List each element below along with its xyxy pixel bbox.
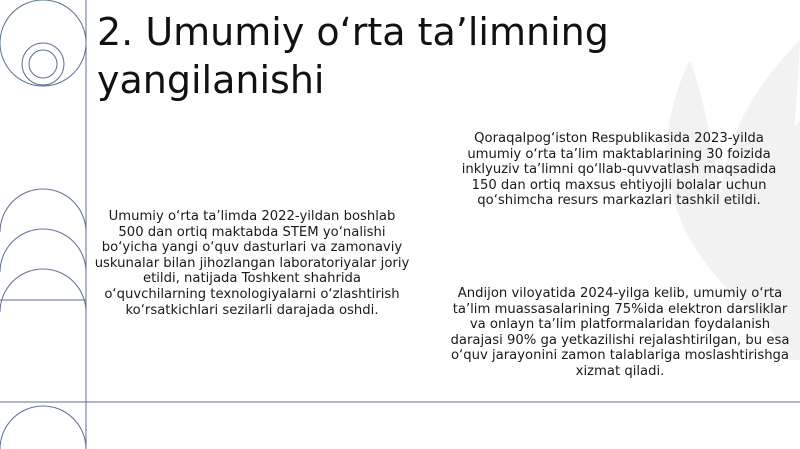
paragraph-inclusive-education: Qoraqalpog‘iston Respublikasida 2023-yilda umumiy o‘rta ta’lim maktablarining 30 foizida inklyuziv ta’limni qo‘llab-quvvatlash maqsadida 150 dan ortiq maxsus ehtiyojli bolalar uchun qo‘shimcha resurs markazlari tashkil etildi. — [461, 131, 777, 209]
paragraph-digital-textbooks: Andijon viloyatida 2024-yilga kelib, umumiy o‘rta ta’lim muassasalarining 75%ida elektron darsliklar va onlayn ta’lim platformalaridan foydalanish darajasi 90% ga yetkazilishi rejalashtirilgan, bu esa o‘quv jarayonini zamon talablariga moslashtirishga xizmat qiladi. — [450, 286, 790, 379]
paragraph-stem-programs: Umumiy o‘rta ta’limda 2022-yildan boshlab 500 dan ortiq maktabda STEM yo‘nalishi bo‘yicha yangi o‘quv dasturlari va zamonaviy uskunalar bilan jihozlangan laboratoriyalar joriy etildi, natijada Toshkent shahrida o‘quvchilarning texnologiyalarni o‘zlashtirish ko‘rsatkichlari sezilarli darajada oshdi. — [94, 209, 410, 318]
slide-title: 2. Umumiy o‘rta ta’limning yangilanishi — [97, 10, 609, 102]
